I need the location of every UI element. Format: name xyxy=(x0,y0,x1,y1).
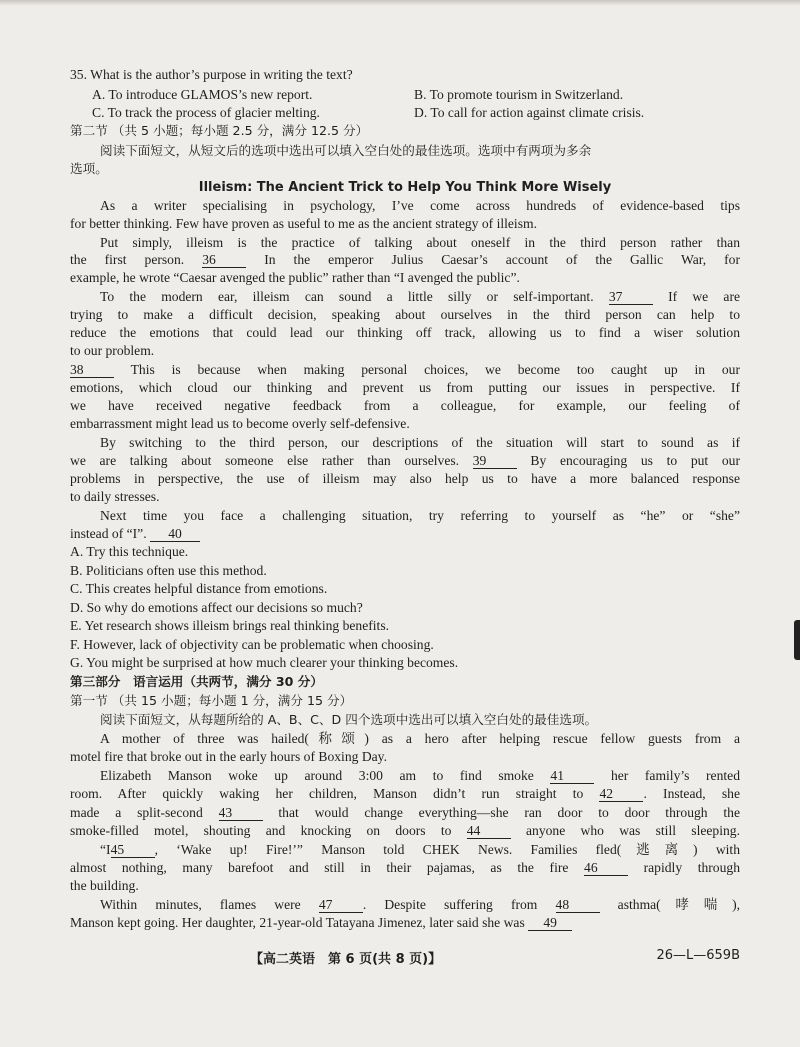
passage-line: problems in perspective, the use of illeism may also help us to have a more balanced response xyxy=(70,471,740,486)
instructions: 阅读下面短文，从每题所给的 A、B、C、D 四个选项中选出可以填入空白处的最佳选项。 xyxy=(100,712,598,727)
blank-49: 49 xyxy=(528,915,572,931)
blank-43: 43 xyxy=(219,805,263,821)
question-35: 35. What is the author’s purpose in writing the text? xyxy=(70,67,353,82)
option-35c: C. To track the process of glacier melting. xyxy=(92,105,320,120)
option-f: F. However, lack of objectivity can be problematic when choosing. xyxy=(70,637,434,652)
passage-line: Put simply, illeism is the practice of talking about oneself in the third person rather than xyxy=(100,235,740,250)
blank-47: 47 xyxy=(319,897,363,913)
passage-line: reduce the emotions that could lead our thinking off track, allowing us to find a wiser solution xyxy=(70,325,740,340)
passage-line: By switching to the third person, our descriptions of the situation will start to sound as if xyxy=(100,435,740,450)
instructions-cont: 选项。 xyxy=(70,161,108,176)
blank-39: 39 xyxy=(473,453,517,469)
passage-line: room. After quickly waking her children, Manson didn’t run straight to 42 . Instead, she xyxy=(70,786,740,801)
exam-code: 26—L—659B xyxy=(656,948,740,963)
passage-line: smoke-filled motel, shouting and knocking on doors to 44 anyone who was still sleeping. xyxy=(70,823,740,838)
passage-line: the first person. 36 In the emperor Julius Caesar’s account of the Gallic War, for xyxy=(70,252,740,267)
passage-line: to daily stresses. xyxy=(70,489,160,504)
blank-46: 46 xyxy=(584,860,628,876)
passage-line: Next time you face a challenging situation, try referring to yourself as “he” or “she” xyxy=(100,508,740,523)
passage-line: trying to make a difficult decision, speaking about ourselves in the third person can help to xyxy=(70,307,740,322)
passage-line: made a split-second 43 that would change everything—she ran door to door through the xyxy=(70,805,740,820)
passage-line: A mother of three was hailed(称颂) as a hero after helping rescue fellow guests from a xyxy=(100,731,740,746)
passage-line: “I45 , ‘Wake up! Fire!’” Manson told CHEK News. Families fled(逃离) with xyxy=(100,842,740,857)
blank-42: 42 xyxy=(599,786,643,802)
blank-45: 45 xyxy=(111,842,155,858)
passage-line: we have received negative feedback from a colleague, for example, our feeling of xyxy=(70,398,740,413)
passage-line: As a writer specialising in psychology, I’ve come across hundreds of evidence-based tips xyxy=(100,198,740,213)
option-35a: A. To introduce GLAMOS’s new report. xyxy=(92,87,313,102)
option-b: B. Politicians often use this method. xyxy=(70,563,267,578)
passage-line: Manson kept going. Her daughter, 21-year-old Tatayana Jimenez, later said she was 49 xyxy=(70,914,740,932)
instructions: 阅读下面短文，从短文后的选项中选出可以填入空白处的最佳选项。选项中有两项为多余 xyxy=(100,143,592,158)
passage-line: we are talking about someone else rather than ourselves. 39 By encouraging us to put our xyxy=(70,453,740,468)
blank-36: 36 xyxy=(202,252,246,268)
option-35d: D. To call for action against climate crisis. xyxy=(414,105,645,120)
section-heading: 第一节 （共 15 小题；每小题 1 分，满分 15 分） xyxy=(70,693,353,708)
passage-line: instead of “I”. 40 xyxy=(70,525,740,543)
blank-40: 40 xyxy=(150,526,200,542)
passage-title: Illeism: The Ancient Trick to Help You Think More Wisely xyxy=(198,180,612,195)
option-d: D. So why do emotions affect our decisions so much? xyxy=(70,600,363,615)
page-number: 【高二英语 第 6 页(共 8 页)】 xyxy=(250,952,442,967)
blank-41: 41 xyxy=(550,768,594,784)
blank-38: 38 xyxy=(70,362,114,378)
passage-line: To the modern ear, illeism can sound a little silly or self-important. 37 If we are xyxy=(100,289,740,304)
passage-line: almost nothing, many barefoot and still in their pajamas, as the fire 46 rapidly through xyxy=(70,860,740,875)
part-three-heading: 第三部分 语言运用（共两节，满分 30 分） xyxy=(70,674,323,689)
passage-line: motel fire that broke out in the early hours of Boxing Day. xyxy=(70,749,387,764)
blank-37: 37 xyxy=(609,289,653,305)
passage-line: 38 This is because when making personal choices, we become too caught up in our xyxy=(70,362,740,377)
passage-line: for better thinking. Few have proven as useful to me as the ancient strategy of illeism. xyxy=(70,216,537,231)
section-heading: 第二节 （共 5 小题；每小题 2.5 分，满分 12.5 分） xyxy=(70,123,369,138)
passage-line: the building. xyxy=(70,878,139,893)
passage-line: embarrassment might lead us to become overly self-defensive. xyxy=(70,416,410,431)
passage-line: emotions, which cloud our thinking and prevent us from putting our issues in perspective. If xyxy=(70,380,740,395)
passage-line: to our problem. xyxy=(70,343,155,358)
blank-48: 48 xyxy=(556,897,600,913)
option-e: E. Yet research shows illeism brings real thinking benefits. xyxy=(70,618,390,633)
blank-44: 44 xyxy=(467,823,511,839)
option-a: A. Try this technique. xyxy=(70,544,189,559)
passage-line: example, he wrote “Caesar avenged the public” rather than “I avenged the public”. xyxy=(70,270,520,285)
option-g: G. You might be surprised at how much clearer your thinking becomes. xyxy=(70,655,459,670)
passage-line: Elizabeth Manson woke up around 3:00 am to find smoke 41 her family’s rented xyxy=(100,768,740,783)
option-35b: B. To promote tourism in Switzerland. xyxy=(414,87,624,102)
option-c: C. This creates helpful distance from emotions. xyxy=(70,581,328,596)
passage-line: Within minutes, flames were 47 . Despite suffering from 48 asthma(哮喘), xyxy=(100,897,740,912)
